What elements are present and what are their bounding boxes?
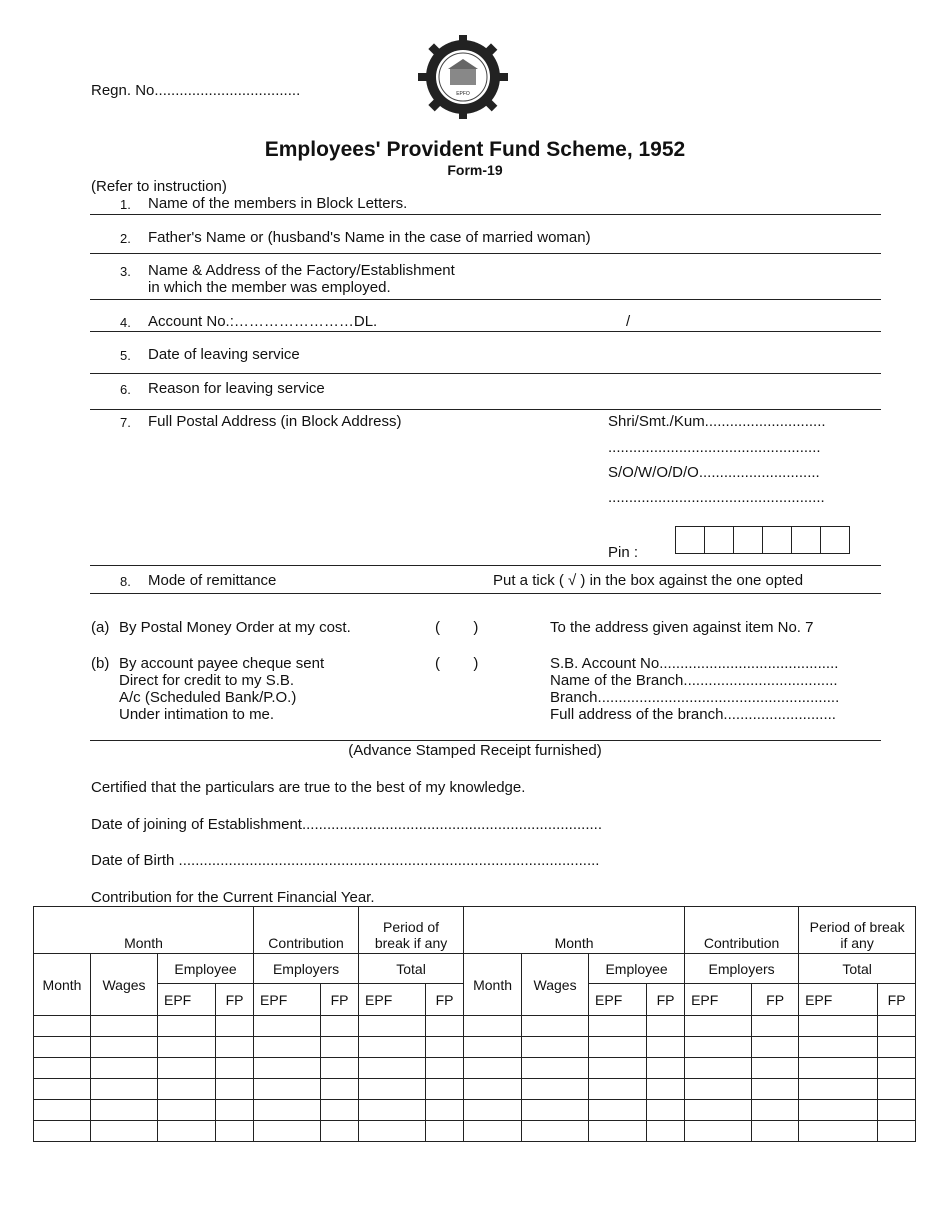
pin-digit-box[interactable] xyxy=(734,527,763,553)
table-row xyxy=(34,1121,916,1142)
divider xyxy=(90,331,881,332)
svg-text:EPFO: EPFO xyxy=(456,91,470,97)
item-number: 7. xyxy=(120,415,131,430)
table-cell[interactable] xyxy=(799,1121,878,1142)
certification-text: Certified that the particulars are true to the best of my knowledge. xyxy=(91,779,526,796)
item-label-reason-leaving: Reason for leaving service xyxy=(148,380,325,397)
table-cell[interactable] xyxy=(878,1079,916,1100)
header-fp: FP xyxy=(216,984,254,1016)
table-cell[interactable] xyxy=(254,1037,321,1058)
header-total: Total xyxy=(799,954,916,984)
table-cell[interactable] xyxy=(216,1058,254,1079)
table-cell[interactable] xyxy=(685,1058,752,1079)
divider xyxy=(90,593,881,594)
table-cell[interactable] xyxy=(158,1016,216,1037)
table-cell[interactable] xyxy=(685,1037,752,1058)
table-cell[interactable] xyxy=(647,1079,685,1100)
table-cell[interactable] xyxy=(464,1121,522,1142)
table-cell[interactable] xyxy=(359,1058,426,1079)
table-cell[interactable] xyxy=(589,1121,647,1142)
table-cell[interactable] xyxy=(685,1121,752,1142)
pin-digit-box[interactable] xyxy=(792,527,821,553)
divider xyxy=(90,565,881,566)
table-cell[interactable] xyxy=(878,1016,916,1037)
branch-name: Name of the Branch..................................... xyxy=(550,672,838,689)
item-label-date-leaving: Date of leaving service xyxy=(148,346,300,363)
option-b-label: (b) xyxy=(91,655,110,672)
table-cell[interactable] xyxy=(426,1121,464,1142)
table-cell[interactable] xyxy=(216,1121,254,1142)
item-number: 4. xyxy=(120,315,131,330)
option-a-label: (a) xyxy=(91,619,110,636)
table-cell[interactable] xyxy=(321,1037,359,1058)
divider xyxy=(90,253,881,254)
table-cell[interactable] xyxy=(464,1058,522,1079)
table-cell[interactable] xyxy=(34,1121,91,1142)
header-month: Month xyxy=(34,907,254,954)
header-fp: FP xyxy=(647,984,685,1016)
divider xyxy=(90,214,881,215)
pin-code-boxes[interactable] xyxy=(675,526,850,554)
header-epf: EPF xyxy=(359,984,426,1016)
header-epf: EPF xyxy=(158,984,216,1016)
table-cell[interactable] xyxy=(158,1058,216,1079)
table-cell[interactable] xyxy=(359,1100,426,1121)
contribution-table xyxy=(33,906,916,1142)
table-cell[interactable] xyxy=(91,1079,158,1100)
table-cell[interactable] xyxy=(752,1016,799,1037)
header-employee: Employee xyxy=(589,954,685,984)
table-cell[interactable] xyxy=(91,1121,158,1142)
table-cell[interactable] xyxy=(685,1016,752,1037)
option-b-line: Direct for credit to my S.B. xyxy=(119,672,295,689)
item-number: 1. xyxy=(120,197,131,212)
table-cell[interactable] xyxy=(426,1079,464,1100)
item-label-member-name: Name of the members in Block Letters. xyxy=(148,195,408,212)
table-cell[interactable] xyxy=(799,1100,878,1121)
table-row xyxy=(34,1100,916,1121)
header-employers: Employers xyxy=(685,954,799,984)
table-cell[interactable] xyxy=(589,1058,647,1079)
address-line-relation: S/O/W/O/D/O............................. xyxy=(608,464,820,481)
divider xyxy=(90,409,881,410)
table-cell[interactable] xyxy=(359,1079,426,1100)
table-cell[interactable] xyxy=(522,1079,589,1100)
form-title: Employees' Provident Fund Scheme, 1952 xyxy=(264,138,686,161)
receipt-note: (Advance Stamped Receipt furnished) xyxy=(348,742,602,759)
item-number: 2. xyxy=(120,231,131,246)
table-cell[interactable] xyxy=(464,1100,522,1121)
account-slash: / xyxy=(626,313,631,330)
table-cell[interactable] xyxy=(34,1079,91,1100)
table-cell[interactable] xyxy=(321,1016,359,1037)
pin-digit-box[interactable] xyxy=(763,527,792,553)
address-line-4: .................................................... xyxy=(608,489,825,506)
table-cell[interactable] xyxy=(878,1058,916,1079)
table-cell[interactable] xyxy=(158,1100,216,1121)
item-number: 8. xyxy=(120,574,131,589)
table-cell[interactable] xyxy=(34,1037,91,1058)
header-contribution: Contribution xyxy=(254,907,359,954)
item-number: 3. xyxy=(120,264,131,279)
table-cell[interactable] xyxy=(158,1079,216,1100)
header-epf: EPF xyxy=(799,984,878,1016)
option-a-tick-box[interactable]: ( ) xyxy=(435,619,479,636)
table-cell[interactable] xyxy=(91,1016,158,1037)
header-month-sub: Month xyxy=(464,954,522,1016)
table-cell[interactable] xyxy=(799,1016,878,1037)
table-cell[interactable] xyxy=(359,1037,426,1058)
header-epf: EPF xyxy=(589,984,647,1016)
header-fp: FP xyxy=(321,984,359,1016)
table-cell[interactable] xyxy=(522,1037,589,1058)
header-fp: FP xyxy=(752,984,799,1016)
sb-account-no: S.B. Account No........................................... xyxy=(550,655,839,672)
address-line-name: Shri/Smt./Kum............................. xyxy=(608,413,826,430)
table-cell[interactable] xyxy=(522,1121,589,1142)
option-b-line: A/c (Scheduled Bank/P.O.) xyxy=(119,689,297,706)
table-cell[interactable] xyxy=(589,1100,647,1121)
table-cell[interactable] xyxy=(321,1100,359,1121)
option-b-line: By account payee cheque sent xyxy=(119,655,325,672)
option-b-line: Under intimation to me. xyxy=(119,706,275,723)
item-label-account-no: Account No.:……………………DL. xyxy=(148,313,378,330)
remittance-tick-note: Put a tick ( √ ) in the box against the one opted xyxy=(493,572,804,589)
table-cell[interactable] xyxy=(216,1079,254,1100)
date-of-birth: Date of Birth ..................................................................................................... xyxy=(91,852,600,869)
table-cell[interactable] xyxy=(752,1037,799,1058)
table-cell[interactable] xyxy=(359,1016,426,1037)
table-cell[interactable] xyxy=(589,1079,647,1100)
item-label-remittance: Mode of remittance xyxy=(148,572,277,589)
table-cell[interactable] xyxy=(216,1100,254,1121)
table-cell[interactable] xyxy=(647,1100,685,1121)
header-period-break: Period of break if any xyxy=(359,907,464,954)
table-cell[interactable] xyxy=(321,1058,359,1079)
table-cell[interactable] xyxy=(647,1058,685,1079)
table-cell[interactable] xyxy=(647,1121,685,1142)
item-label-establishment: Name & Address of the Factory/Establishment xyxy=(148,262,455,279)
option-a-address-note: To the address given against item No. 7 xyxy=(550,619,814,636)
table-cell[interactable] xyxy=(91,1100,158,1121)
table-cell[interactable] xyxy=(799,1058,878,1079)
table-cell[interactable] xyxy=(254,1016,321,1037)
header-period-break: Period of break if any xyxy=(799,907,916,954)
table-cell[interactable] xyxy=(522,1100,589,1121)
table-cell[interactable] xyxy=(426,1037,464,1058)
pin-label: Pin : xyxy=(608,544,639,561)
table-cell[interactable] xyxy=(878,1100,916,1121)
epfo-logo-icon xyxy=(418,35,508,119)
table-cell[interactable] xyxy=(589,1037,647,1058)
header-wages: Wages xyxy=(522,954,589,1016)
option-a-text: By Postal Money Order at my cost. xyxy=(119,619,351,636)
table-cell[interactable] xyxy=(254,1079,321,1100)
table-cell[interactable] xyxy=(752,1100,799,1121)
option-b-tick-box[interactable]: ( ) xyxy=(435,655,479,672)
table-cell[interactable] xyxy=(464,1079,522,1100)
branch: Branch.......................................................... xyxy=(550,689,840,706)
item-label-father-name: Father's Name or (husband's Name in the case of married woman) xyxy=(148,229,591,246)
header-total: Total xyxy=(359,954,464,984)
address-line-2: ................................................... xyxy=(608,439,821,456)
table-cell[interactable] xyxy=(254,1121,321,1142)
table-cell[interactable] xyxy=(589,1016,647,1037)
table-row xyxy=(34,1058,916,1079)
header-contribution: Contribution xyxy=(685,907,799,954)
table-cell[interactable] xyxy=(426,1100,464,1121)
table-cell[interactable] xyxy=(752,1058,799,1079)
item-number: 6. xyxy=(120,382,131,397)
table-cell[interactable] xyxy=(34,1100,91,1121)
table-cell[interactable] xyxy=(685,1079,752,1100)
table-cell[interactable] xyxy=(464,1037,522,1058)
table-cell[interactable] xyxy=(752,1079,799,1100)
table-cell[interactable] xyxy=(799,1079,878,1100)
item-label-postal-address: Full Postal Address (in Block Address) xyxy=(148,413,402,430)
table-cell[interactable] xyxy=(216,1037,254,1058)
table-cell[interactable] xyxy=(426,1058,464,1079)
table-cell[interactable] xyxy=(158,1037,216,1058)
header-wages: Wages xyxy=(91,954,158,1016)
pin-digit-box[interactable] xyxy=(821,527,849,553)
table-cell[interactable] xyxy=(752,1121,799,1142)
branch-full-address: Full address of the branch........................... xyxy=(550,706,836,723)
pin-digit-box[interactable] xyxy=(676,527,705,553)
header-epf: EPF xyxy=(254,984,321,1016)
divider xyxy=(90,373,881,374)
refer-instruction: (Refer to instruction) xyxy=(91,178,227,195)
header-month: Month xyxy=(464,907,685,954)
form-number: Form-19 xyxy=(447,162,503,178)
header-fp: FP xyxy=(426,984,464,1016)
table-cell[interactable] xyxy=(878,1037,916,1058)
header-employee: Employee xyxy=(158,954,254,984)
regn-no: Regn. No................................... xyxy=(91,82,301,99)
divider xyxy=(90,299,881,300)
table-row xyxy=(34,1079,916,1100)
item-number: 5. xyxy=(120,348,131,363)
table-row xyxy=(34,1037,916,1058)
header-employers: Employers xyxy=(254,954,359,984)
table-cell[interactable] xyxy=(426,1016,464,1037)
pin-digit-box[interactable] xyxy=(705,527,734,553)
table-cell[interactable] xyxy=(685,1100,752,1121)
contribution-title: Contribution for the Current Financial Year. xyxy=(91,889,375,906)
table-cell[interactable] xyxy=(878,1121,916,1142)
header-epf: EPF xyxy=(685,984,752,1016)
table-cell[interactable] xyxy=(359,1121,426,1142)
table-cell[interactable] xyxy=(647,1037,685,1058)
table-cell[interactable] xyxy=(647,1016,685,1037)
table-cell[interactable] xyxy=(522,1058,589,1079)
table-cell[interactable] xyxy=(522,1016,589,1037)
table-cell[interactable] xyxy=(91,1058,158,1079)
table-cell[interactable] xyxy=(321,1079,359,1100)
table-cell[interactable] xyxy=(158,1121,216,1142)
table-cell[interactable] xyxy=(91,1037,158,1058)
table-cell[interactable] xyxy=(34,1016,91,1037)
table-cell[interactable] xyxy=(321,1121,359,1142)
date-of-joining: Date of joining of Establishment........................................................................ xyxy=(91,816,603,833)
table-cell[interactable] xyxy=(799,1037,878,1058)
table-row xyxy=(34,1016,916,1037)
table-cell[interactable] xyxy=(464,1016,522,1037)
table-cell[interactable] xyxy=(254,1100,321,1121)
divider xyxy=(90,740,881,741)
table-cell[interactable] xyxy=(216,1016,254,1037)
header-fp: FP xyxy=(878,984,916,1016)
table-cell[interactable] xyxy=(254,1058,321,1079)
header-month-sub: Month xyxy=(34,954,91,1016)
table-cell[interactable] xyxy=(34,1058,91,1079)
item-label-establishment-line2: in which the member was employed. xyxy=(148,279,391,296)
